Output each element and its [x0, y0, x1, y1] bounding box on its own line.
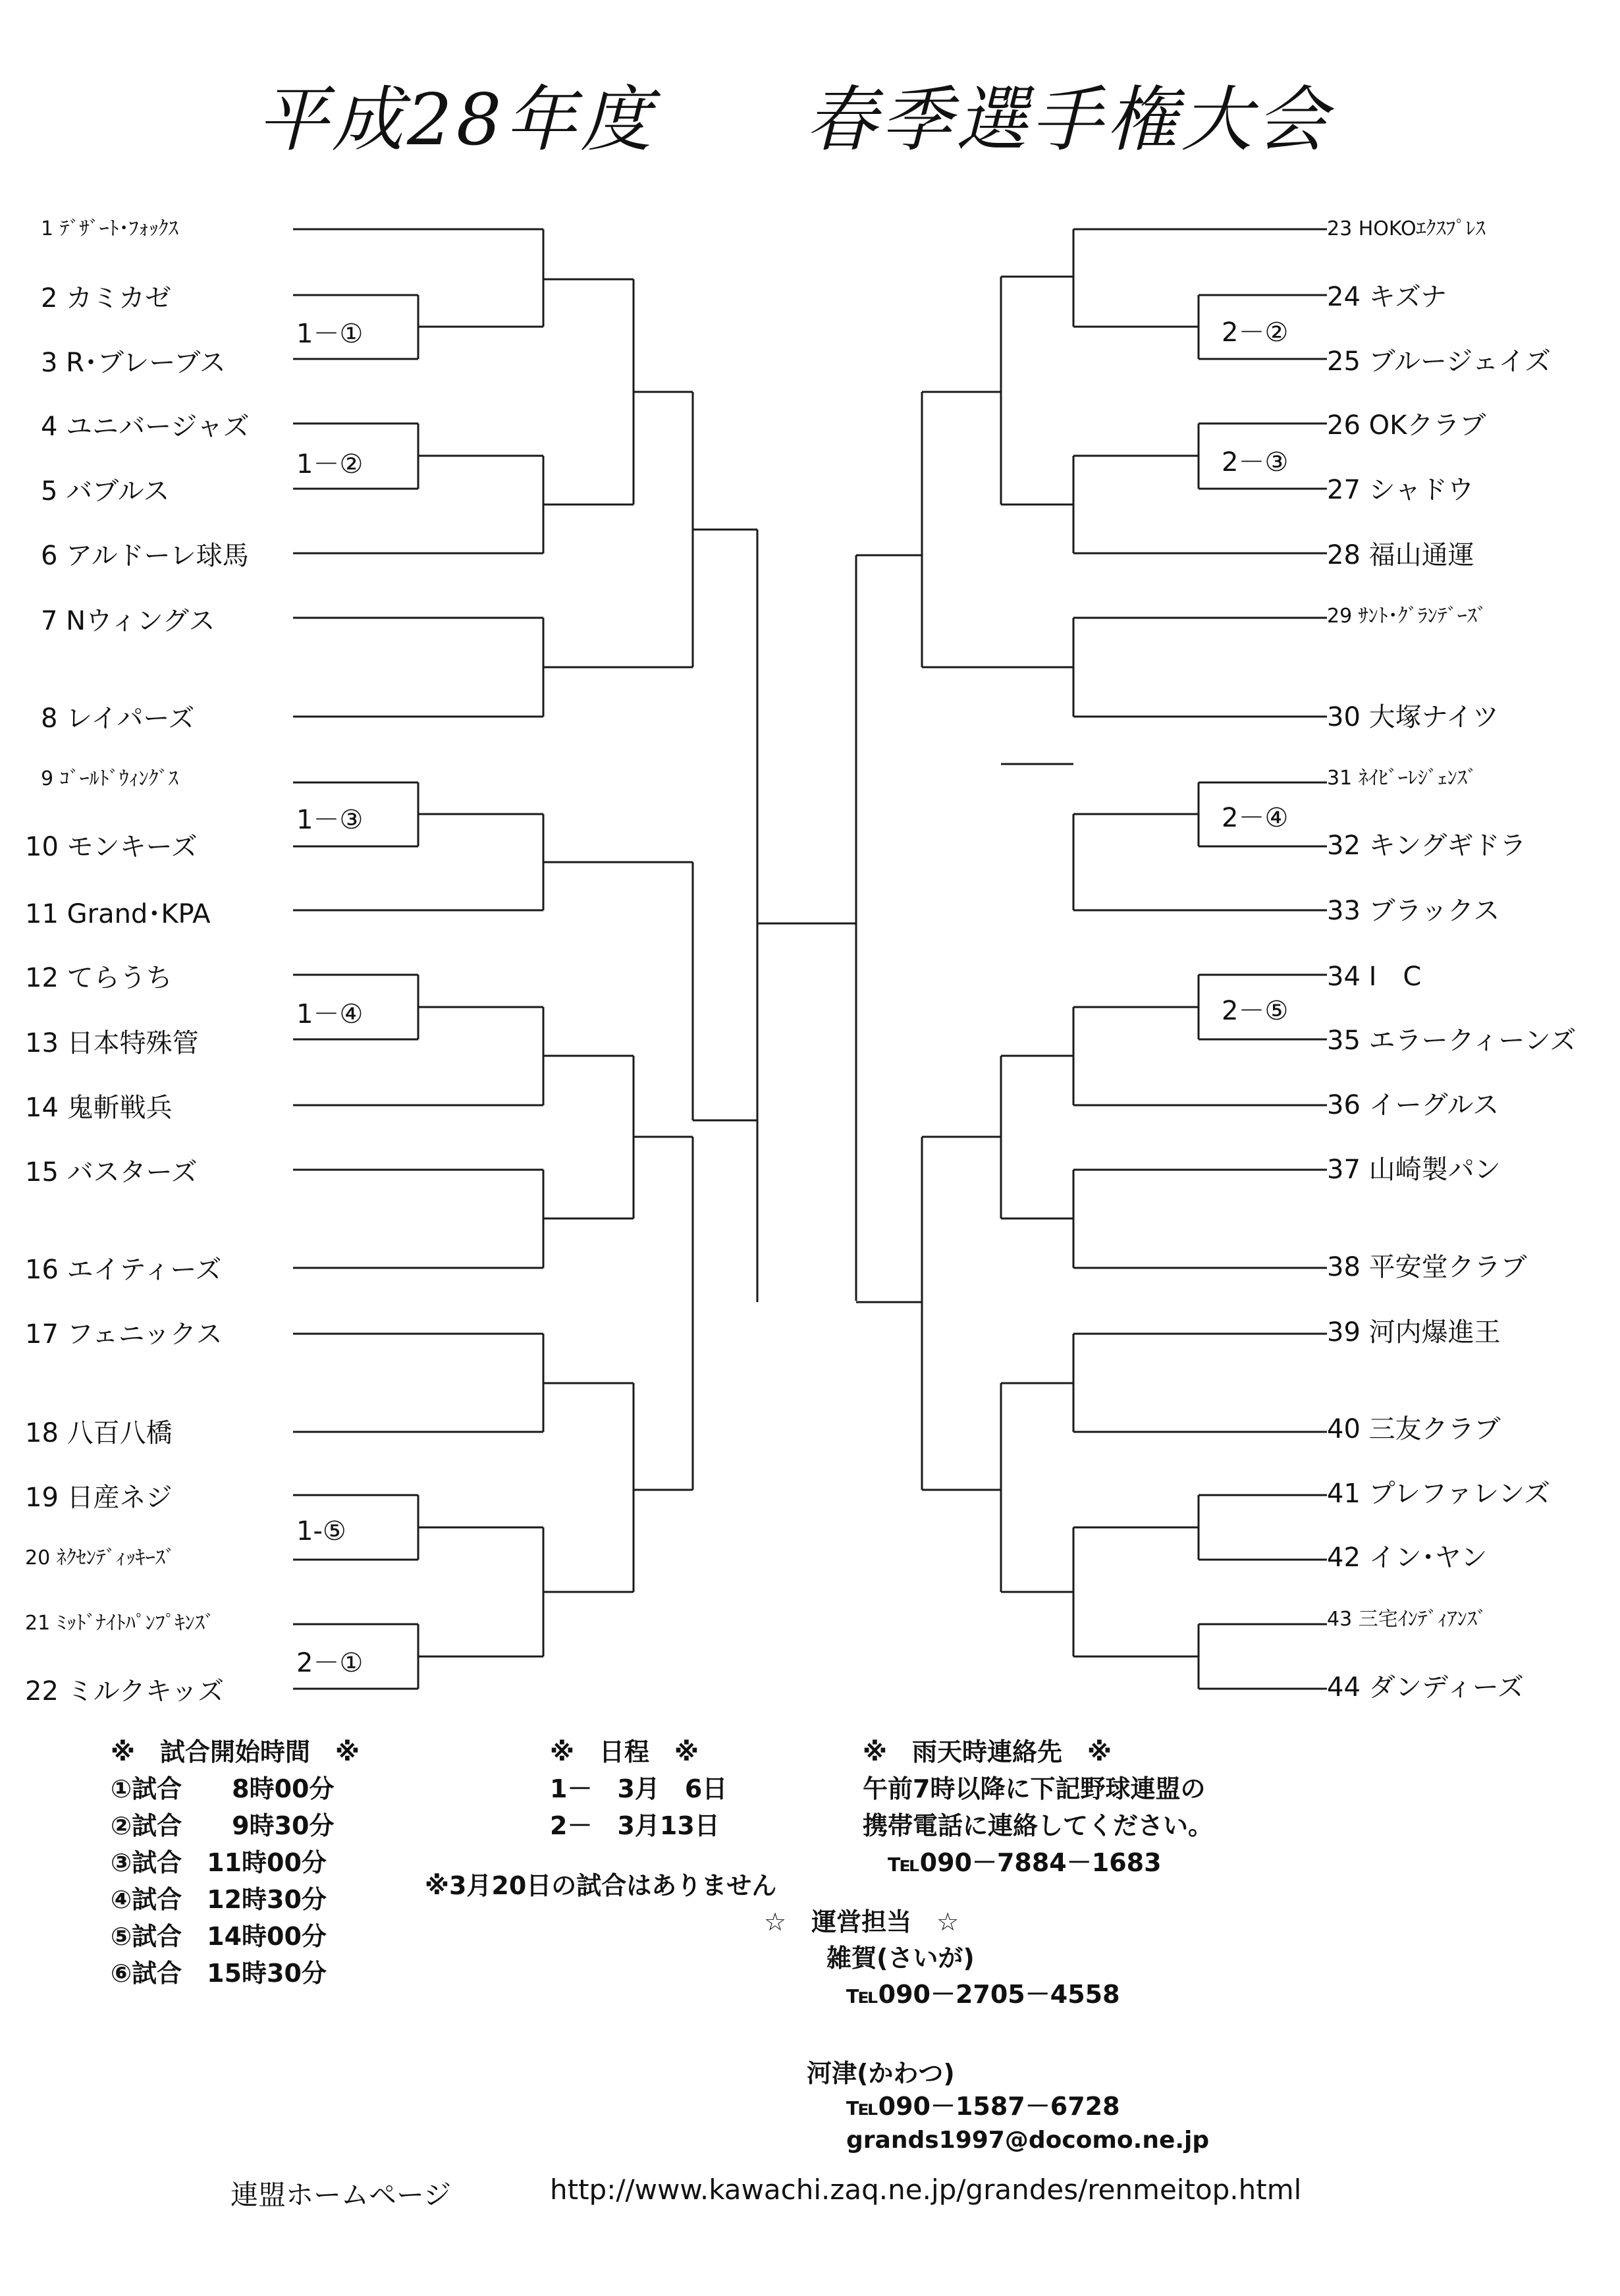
team-name: バブルス — [66, 476, 170, 506]
team-entry — [1327, 284, 1447, 310]
match-label-2-1: 2－① — [296, 1648, 364, 1678]
team-name: ミルクキッズ — [67, 1676, 225, 1707]
start-time-row: ③試合 11時00分 — [111, 1848, 327, 1877]
team-name: ﾐｯﾄﾞﾅｲﾄﾊﾟﾝﾌﾟｷﾝｽﾞ — [56, 1612, 215, 1635]
team-name: R･ブレーブス — [66, 348, 226, 378]
team-entry — [1327, 477, 1474, 503]
team-entry — [1327, 542, 1474, 568]
rain-contact-line: 午前7時以降に下記野球連盟の — [863, 1774, 1206, 1803]
team-number: 15 — [25, 1157, 59, 1188]
team-name: 河内爆進王 — [1368, 1317, 1501, 1348]
team-name: 平安堂クラブ — [1368, 1252, 1527, 1282]
staff-email: grands1997@docomo.ne.jp — [846, 2127, 1210, 2154]
team-entry — [41, 478, 169, 505]
team-name: 八百八橋 — [67, 1418, 173, 1448]
team-entry — [25, 1485, 173, 1511]
team-number: 40 — [1327, 1414, 1361, 1444]
team-entry — [1327, 898, 1499, 924]
team-number: 23 — [1327, 217, 1353, 240]
team-name: 三友クラブ — [1368, 1414, 1501, 1444]
team-number: 36 — [1327, 1090, 1361, 1120]
team-entry — [1327, 1319, 1501, 1346]
team-number: 26 — [1327, 410, 1361, 441]
team-name: カミカゼ — [66, 283, 172, 314]
homepage-url[interactable]: http://www.kawachi.zaq.ne.jp/grandes/renmeitop.html — [550, 2173, 1302, 2206]
team-name: ダンディーズ — [1368, 1672, 1524, 1703]
team-number: 11 — [25, 899, 59, 929]
team-entry — [1327, 219, 1486, 239]
date-block — [550, 1734, 727, 1844]
date-row: 1－ 3月 6日 — [550, 1774, 728, 1803]
staff-phone-1: ℡090－2705－4558 — [846, 1980, 1120, 2009]
start-time-heading: ※ 試合開始時間 ※ — [111, 1737, 360, 1766]
team-number: 20 — [25, 1546, 51, 1570]
start-time-row: ②試合 9時30分 — [111, 1811, 335, 1840]
team-entry — [25, 1678, 224, 1705]
team-name: レイパーズ — [66, 703, 195, 734]
team-name: ﾃﾞｻﾞｰﾄ･ﾌｫｯｸｽ — [59, 217, 178, 240]
team-number: 27 — [1327, 475, 1361, 505]
team-entry — [41, 285, 171, 312]
team-name: 福山通運 — [1368, 540, 1474, 570]
team-name: イーグルス — [1368, 1090, 1499, 1120]
team-name: シャドウ — [1368, 475, 1474, 505]
team-number: 34 — [1327, 962, 1361, 992]
team-number: 42 — [1327, 1543, 1361, 1573]
team-entry — [25, 965, 173, 991]
team-entry — [41, 769, 178, 789]
team-entry — [1327, 704, 1499, 730]
team-name: プレファレンズ — [1368, 1479, 1551, 1509]
match-label-2-3: 2－③ — [1222, 447, 1289, 478]
team-name: バスターズ — [67, 1157, 198, 1188]
team-number: 2 — [41, 283, 58, 314]
team-entry — [25, 901, 210, 927]
team-number: 33 — [1327, 896, 1361, 926]
team-name: Grand･KPA — [67, 899, 211, 929]
team-number: 16 — [25, 1255, 59, 1285]
team-entry — [25, 1614, 215, 1633]
team-entry — [25, 1159, 198, 1186]
team-entry — [41, 543, 249, 569]
team-number: 28 — [1327, 540, 1361, 570]
team-name: 三宅ｲﾝﾃﾞｨｱﾝｽﾞ — [1358, 1608, 1487, 1631]
team-name: キズナ — [1368, 282, 1447, 312]
team-name: I C — [1368, 962, 1422, 992]
team-entry — [25, 1030, 199, 1056]
team-number: 10 — [25, 832, 59, 862]
team-entry — [25, 1095, 173, 1121]
team-number: 39 — [1327, 1317, 1361, 1348]
date-heading: ※ 日程 ※ — [550, 1737, 699, 1766]
team-number: 12 — [25, 963, 59, 993]
team-entry — [41, 705, 194, 732]
team-number: 32 — [1327, 831, 1361, 861]
team-entry — [1327, 769, 1477, 788]
rain-contact-line: 携帯電話に連絡してください。 — [863, 1811, 1214, 1840]
team-name: 鬼斬戦兵 — [67, 1093, 173, 1123]
team-number: 3 — [41, 348, 58, 378]
team-number: 35 — [1327, 1025, 1361, 1056]
team-name: ﾈｲﾋﾞｰﾚｼﾞｪﾝｽﾞ — [1358, 767, 1477, 790]
team-number: 13 — [25, 1028, 59, 1058]
team-entry — [25, 1548, 175, 1568]
start-time-row: ①試合 8時00分 — [111, 1774, 335, 1803]
team-name: 日本特殊管 — [67, 1028, 199, 1058]
team-number: 41 — [1327, 1479, 1361, 1509]
team-entry — [25, 834, 198, 860]
start-time-row: ⑤試合 14時00分 — [111, 1922, 327, 1951]
team-name: ブラックス — [1368, 896, 1500, 926]
team-name: アルドーレ球馬 — [66, 541, 249, 571]
match-label-2-4: 2－④ — [1222, 803, 1289, 833]
no-game-notice: ※3月20日の試合はありません — [425, 1871, 777, 1900]
match-label-1-5: 1-⑤ — [296, 1516, 346, 1546]
team-name: OKクラブ — [1368, 410, 1486, 441]
team-number: 38 — [1327, 1252, 1361, 1282]
team-number: 31 — [1327, 767, 1353, 790]
page-title: 平成28年度 春季選手権大会 — [257, 79, 1332, 161]
staff-name-1: 雑賀(さいが) — [826, 1944, 975, 1973]
team-name: フェニックス — [67, 1319, 223, 1350]
team-number: 44 — [1327, 1672, 1361, 1703]
team-number: 18 — [25, 1418, 59, 1448]
team-entry — [25, 1257, 221, 1283]
team-number: 22 — [25, 1676, 59, 1707]
team-name: Nウィングス — [66, 606, 215, 636]
team-entry — [1327, 1027, 1576, 1054]
team-entry — [41, 350, 226, 376]
start-time-block — [111, 1734, 360, 1992]
staff-name-2: 河津(かわつ) — [807, 2059, 955, 2088]
team-name: ブルージェイズ — [1368, 346, 1552, 377]
rain-contact-block — [863, 1734, 1213, 1881]
rain-contact-phone: ℡090－7884－1683 — [863, 1848, 1162, 1877]
team-number: 37 — [1327, 1155, 1361, 1185]
start-time-row: ④試合 12時30分 — [111, 1885, 327, 1914]
team-number: 9 — [41, 767, 54, 790]
team-entry — [41, 414, 250, 440]
team-entry — [41, 608, 215, 634]
team-number: 43 — [1327, 1608, 1353, 1631]
team-entry — [1327, 1481, 1550, 1507]
team-entry — [41, 219, 178, 239]
team-name: 大塚ナイツ — [1368, 702, 1499, 732]
team-name: イン･ヤン — [1368, 1543, 1488, 1573]
team-entry — [1327, 348, 1551, 375]
match-label-1-1: 1－① — [296, 319, 364, 349]
rain-contact-heading: ※ 雨天時連絡先 ※ — [863, 1737, 1112, 1766]
team-entry — [1327, 964, 1421, 990]
team-name: キングギドラ — [1368, 831, 1526, 861]
team-entry — [1327, 833, 1526, 859]
team-number: 29 — [1327, 605, 1353, 628]
team-number: 5 — [41, 476, 58, 506]
team-entry — [1327, 1157, 1501, 1183]
team-entry — [25, 1420, 173, 1446]
team-name: ｺﾞｰﾙﾄﾞｳｨﾝｸﾞｽ — [59, 767, 178, 790]
team-name: 日産ネジ — [67, 1483, 173, 1513]
match-label-1-4: 1－④ — [296, 999, 364, 1029]
team-name: エラークィーンズ — [1368, 1025, 1577, 1056]
team-name: ユニバージャズ — [66, 412, 250, 442]
match-label-2-2: 2－② — [1222, 317, 1289, 348]
team-name: エイティーズ — [67, 1255, 222, 1285]
team-number: 6 — [41, 541, 58, 571]
start-time-row: ⑥試合 15時30分 — [111, 1959, 327, 1988]
team-number: 14 — [25, 1093, 59, 1123]
team-entry — [25, 1321, 223, 1348]
team-number: 4 — [41, 412, 58, 442]
team-entry — [1327, 1254, 1527, 1280]
match-label-2-5: 2－⑤ — [1222, 996, 1289, 1026]
team-name: モンキーズ — [67, 832, 198, 862]
team-entry — [1327, 1092, 1499, 1118]
team-number: 17 — [25, 1319, 59, 1350]
team-entry — [1327, 1610, 1487, 1629]
team-number: 25 — [1327, 346, 1361, 377]
team-number: 7 — [41, 606, 58, 636]
team-entry — [1327, 607, 1487, 626]
team-number: 30 — [1327, 702, 1361, 732]
team-entry — [1327, 1416, 1501, 1442]
team-name: 山崎製パン — [1368, 1155, 1501, 1185]
date-row: 2－ 3月13日 — [550, 1811, 720, 1840]
team-number: 8 — [41, 703, 58, 734]
match-label-1-3: 1－③ — [296, 805, 364, 835]
homepage-label: 連盟ホームページ — [230, 2179, 452, 2211]
team-entry — [1327, 412, 1486, 439]
staff-phone-2: ℡090－1587－6728 — [846, 2092, 1120, 2121]
team-name: てらうち — [67, 963, 173, 993]
team-entry — [1327, 1544, 1487, 1571]
team-number: 24 — [1327, 282, 1361, 312]
team-entry — [1327, 1674, 1524, 1701]
team-number: 21 — [25, 1612, 51, 1635]
team-name: HOKOｴｸｽﾌﾟﾚｽ — [1358, 217, 1486, 240]
team-number: 1 — [41, 217, 54, 240]
team-name: ﾈｸｾﾝﾃﾞｨｯｷｰｽﾞ — [56, 1546, 175, 1570]
staff-heading: ☆ 運営担当 ☆ — [764, 1907, 959, 1936]
match-label-1-2: 1－② — [296, 449, 364, 479]
team-name: ｻﾝﾄ･ｸﾞﾗﾝﾃﾞｰｽﾞ — [1358, 605, 1487, 628]
team-number: 19 — [25, 1483, 59, 1513]
